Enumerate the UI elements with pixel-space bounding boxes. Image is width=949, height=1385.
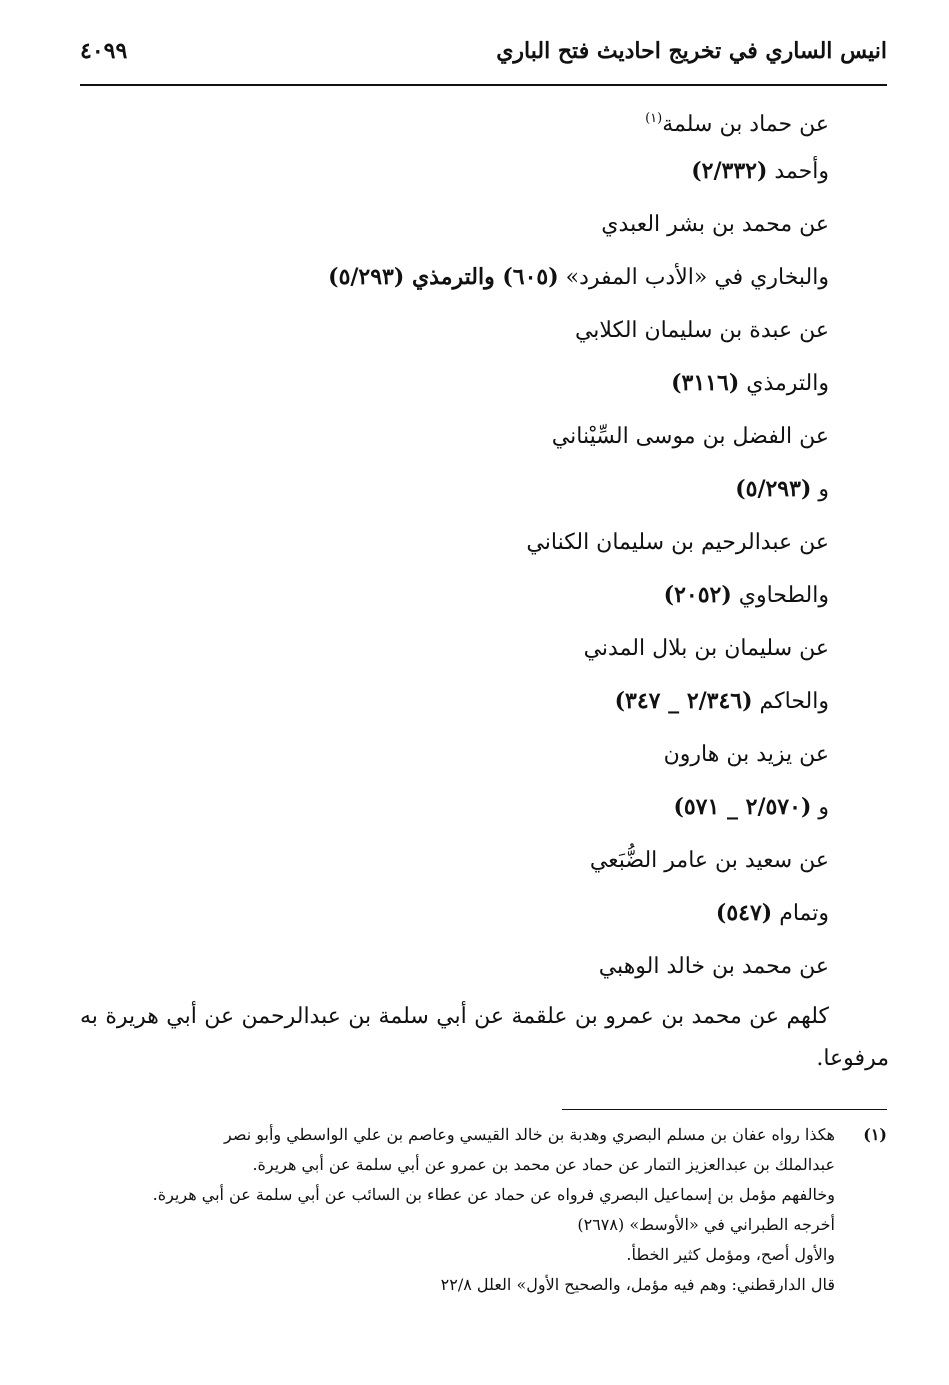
- chain-line: [69, 940, 829, 993]
- footnote-text: والأول أصح، ومؤمل كثير الخطأ.: [626, 1245, 835, 1264]
- line-reference: (٢/٣٤٦ _ ٣٤٧): [614, 688, 753, 714]
- line-reference: (٦٠٥) والترمذي (٥/٢٩٣): [328, 264, 559, 290]
- line-text: والطحاوي: [731, 583, 829, 608]
- chain-list: [69, 92, 829, 993]
- line-text: عن محمد بن خالد الوهبي: [598, 954, 829, 979]
- line-reference: (٢/٣٣٢): [691, 158, 768, 184]
- footnote-text: قال الدارقطني: وهم فيه مؤمل، والصحيح الأول» العلل ٢٢/٨: [440, 1275, 835, 1294]
- chain-line: [69, 92, 829, 145]
- footnote-text: هكذا رواه عفان بن مسلم البصري وهدبة بن خالد القيسي وعاصم بن علي الواسطي وأبو نصر: [223, 1125, 835, 1144]
- chain-line: [69, 198, 829, 251]
- running-title: انيس الساري في تخريج احاديث فتح الباري: [496, 38, 887, 64]
- line-reference: (٢/٥٧٠ _ ٥٧١): [673, 794, 812, 820]
- line-text: عن الفضل بن موسى السِّيْناني: [551, 424, 829, 449]
- chain-line: [69, 304, 829, 357]
- chain-line: [69, 251, 829, 304]
- line-text: عن عبدالرحيم بن سليمان الكناني: [526, 530, 829, 555]
- page-header: [80, 34, 887, 86]
- footnote-line: [79, 1210, 887, 1240]
- line-text: وأحمد: [767, 159, 829, 184]
- line-text: والحاكم: [752, 689, 829, 714]
- line-reference: (٥٤٧): [715, 900, 773, 926]
- footnote-divider: [562, 1109, 887, 1110]
- line-reference: (٢٠٥٢): [663, 582, 732, 608]
- line-text: و: [811, 477, 829, 502]
- line-text: والترمذي: [739, 371, 829, 396]
- line-text: وتمام: [772, 901, 829, 926]
- chain-line: [69, 410, 829, 463]
- footnote-text: عبدالملك بن عبدالعزيز التمار عن حماد عن محمد بن عمرو عن أبي سلمة عن أبي هريرة.: [252, 1155, 835, 1174]
- line-text: عن سعيد بن عامر الضُّبَعي: [589, 848, 829, 873]
- chain-line: [69, 834, 829, 887]
- chain-line: [69, 569, 829, 622]
- footnote-ref: (١): [645, 111, 663, 126]
- line-text: والبخاري في «الأدب المفرد»: [558, 265, 829, 290]
- chain-line: [69, 463, 829, 516]
- chain-line: [69, 622, 829, 675]
- line-reference: (٣١١٦): [671, 370, 740, 396]
- footnote-line: [79, 1240, 887, 1270]
- footnote-text: أخرجه الطبراني في «الأوسط» (٢٦٧٨): [577, 1215, 835, 1234]
- footnote-text: وخالفهم مؤمل بن إسماعيل البصري فرواه عن حماد عن عطاء بن السائب عن أبي سلمة عن أبي هريرة.: [152, 1185, 835, 1204]
- page-number: ٤٠٩٩: [80, 38, 128, 64]
- line-text: و: [811, 795, 829, 820]
- chain-line: [69, 675, 829, 728]
- line-text: عن سليمان بن بلال المدني: [583, 636, 829, 661]
- line-text: عن يزيد بن هارون: [663, 742, 829, 767]
- footnote-marker: (١): [863, 1125, 887, 1144]
- chain-line: [69, 357, 829, 410]
- footnote-line: [79, 1270, 887, 1300]
- line-text: عن عبدة بن سليمان الكلابي: [574, 318, 829, 343]
- footnote-line: [79, 1180, 887, 1210]
- line-text: عن حماد بن سلمة: [662, 112, 829, 137]
- closing-paragraph: كلهم عن محمد بن عمرو بن علقمة عن أبي سلمة بن عبدالرحمن عن أبي هريرة به مرفوعا.: [80, 1004, 889, 1071]
- line-reference: (٥/٢٩٣): [735, 476, 812, 502]
- line-text: عن محمد بن بشر العبدي: [601, 212, 829, 237]
- chain-line: [69, 781, 829, 834]
- chain-line: [69, 145, 829, 198]
- footnote-line: [79, 1150, 887, 1180]
- chain-line: [69, 516, 829, 569]
- footnotes: [79, 1120, 887, 1300]
- chain-line: [69, 887, 829, 940]
- footnote-line: [79, 1120, 887, 1150]
- chain-line: [69, 728, 829, 781]
